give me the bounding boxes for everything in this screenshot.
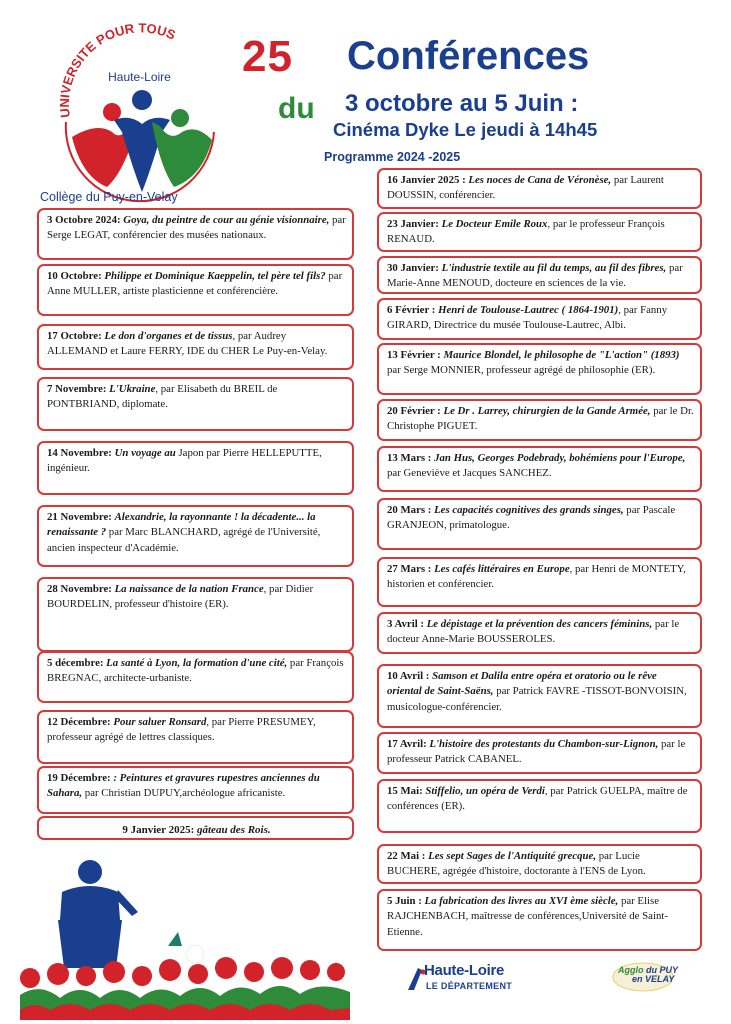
logo-graphic — [52, 22, 227, 212]
du-label: du — [278, 92, 315, 125]
event-date: 13 Février : — [387, 349, 441, 361]
event-speaker: par Christian DUPUY,archéologue africaniste. — [82, 787, 286, 800]
event-card — [377, 399, 702, 441]
event-speaker: par François BREGNAC, architecte-urbaniste. — [47, 657, 344, 685]
event-date: 20 Février : — [387, 405, 441, 417]
event-speaker: Japon par Pierre HELLEPUTTE, ingénieur. — [47, 447, 322, 475]
event-date: 17 Avril: — [387, 738, 427, 750]
event-title: Pour saluer Ronsard — [113, 716, 207, 728]
event-card — [377, 612, 702, 654]
event-date: 6 Février : — [387, 304, 436, 316]
event-card — [377, 732, 702, 774]
event-date: 30 Janvier: — [387, 262, 439, 274]
conference-count: 25 — [242, 32, 293, 81]
event-card — [37, 324, 354, 370]
event-title: Les cafés littéraires en Europe — [434, 563, 570, 575]
event-date: 17 Octobre: — [47, 330, 102, 342]
event-card — [37, 264, 354, 316]
event-date: 21 Novembre: — [47, 511, 112, 523]
event-card — [377, 343, 702, 395]
event-card — [37, 208, 354, 260]
event-title: L'industrie textile au fil du temps, au fil des fibres, — [441, 262, 667, 274]
event-card — [37, 577, 354, 652]
event-title: gâteau des Rois. — [197, 824, 271, 836]
event-speaker: , par Elisabeth du BREIL de PONTBRIAND, diplomate. — [47, 383, 278, 411]
event-card — [377, 446, 702, 492]
event-speaker: par le Dr. Christophe PIGUET. — [387, 405, 694, 433]
event-date: 22 Mai : — [387, 850, 426, 862]
audience-illustration — [20, 850, 350, 1020]
event-title: Les capacités cognitives des grands singes, — [434, 504, 624, 516]
event-speaker: par Marie-Anne MENOUD, docteure en sciences de la vie. — [387, 262, 683, 290]
event-date: 16 Janvier 2025 : — [387, 174, 466, 186]
event-title: Les noces de Cana de Véronèse, — [468, 174, 612, 186]
event-card — [377, 557, 702, 607]
event-title: Goya, du peintre de cour au génie visionnaire, — [123, 214, 330, 226]
event-speaker: , par Audrey ALLEMAND et Laure FERRY, IDE du CHER Le Puy-en-Velay. — [47, 330, 328, 358]
event-title: Le dépistage et la prévention des cancers féminins, — [426, 618, 653, 630]
event-speaker: par Elise RAJCHENBACH, maîtresse de conférences,Université de Saint-Etienne. — [387, 895, 668, 938]
event-card — [377, 844, 702, 884]
event-card — [377, 664, 702, 728]
programme-year: Programme 2024 -2025 — [324, 150, 461, 164]
event-speaker: par Serge LEGAT, conférencier des musées nationaux. — [47, 214, 346, 242]
logo-college-text: Collège du Puy-en-Velay — [40, 190, 178, 204]
event-speaker: par Geneviève et Jacques SANCHEZ. — [387, 467, 552, 480]
event-card — [377, 298, 702, 340]
event-date: 13 Mars : — [387, 452, 432, 464]
logo-arc-text: UNIVERSITE POUR TOUS — [56, 22, 178, 119]
event-speaker: , par Fanny GIRARD, Directrice du musée Toulouse-Lautrec, Albi. — [387, 304, 668, 332]
event-card — [37, 766, 354, 814]
agglo-line3: en VELAY — [632, 974, 675, 985]
event-card — [37, 816, 354, 840]
event-date: 15 Mai: — [387, 785, 423, 797]
event-card — [377, 168, 702, 209]
haute-loire-text: Haute-Loire — [424, 962, 505, 979]
event-date: 10 Octobre: — [47, 270, 102, 282]
event-title: Le Docteur Emile Roux — [441, 218, 548, 230]
event-title: Stiffelio, un opéra de Verdi — [425, 785, 545, 797]
event-speaker: par Patrick FAVRE -TISSOT-BONVOISIN, musicologue-conférencier. — [387, 685, 687, 713]
event-speaker: par Lucie BUCHERE, agrégée d'histoire, doctorante à l'ENS de Lyon. — [387, 850, 646, 878]
event-date: 3 Avril : — [387, 618, 424, 630]
event-speaker: , par Henri de MONTETY, historien et conférencier. — [387, 563, 686, 591]
event-title: Jan Hus, Georges Podebrady, bohémiens pour l'Europe, — [434, 452, 686, 464]
event-title: Henri de Toulouse-Lautrec ( 1864-1901) — [438, 304, 619, 316]
event-card — [37, 377, 354, 431]
event-date: 27 Mars : — [387, 563, 432, 575]
event-date: 20 Mars : — [387, 504, 432, 516]
event-title: Le don d'organes et de tissus — [104, 330, 233, 342]
event-speaker: par Serge MONNIER, professeur agrégé de philosophie (ER). — [387, 364, 656, 377]
event-speaker: , par Pierre PRESUMEY, professeur agrégé de lettres classiques. — [47, 716, 316, 744]
event-date: 10 Avril : — [387, 670, 430, 682]
event-date: 12 Décembre: — [47, 716, 111, 728]
event-title: L'histoire des protestants du Chambon-sur-Lignon, — [429, 738, 659, 750]
page-title: Conférences — [347, 34, 590, 78]
event-title: La fabrication des livres au XVI ème siècle, — [424, 895, 619, 907]
event-title: Maurice Blondel, le philosophe de "L'action" (1893) — [443, 349, 680, 361]
event-card — [37, 651, 354, 703]
event-speaker: , par le professeur François RENAUD. — [387, 218, 665, 246]
event-title: Samson et Dalila entre opéra et oratorio ou le rêve oriental de Saint-Saëns, — [387, 670, 657, 698]
event-title: Le Dr . Larrey, chirurgien de la Gande Armée, — [443, 405, 651, 417]
event-card — [37, 505, 354, 567]
event-title: La santé à Lyon, la formation d'une cité, — [106, 657, 288, 669]
event-title: Alexandrie, la rayonnante ! la décadente... la renaissante ? — [47, 511, 316, 539]
event-title: Philippe et Dominique Kaeppelin, tel père tel fils? — [104, 270, 326, 282]
event-speaker: , par Patrick GUELPA, maître de conférences (ER). — [387, 785, 688, 813]
event-card — [377, 212, 702, 252]
agglo-line2: du PUY — [646, 965, 679, 975]
universite-pour-tous-logo — [52, 22, 227, 212]
event-card — [37, 441, 354, 495]
date-range: 3 octobre au 5 Juin : — [345, 90, 579, 117]
event-date: 7 Novembre: — [47, 383, 107, 395]
event-card — [377, 889, 702, 951]
event-title: Les sept Sages de l'Antiquité grecque, — [428, 850, 597, 862]
event-speaker: par le docteur Anne-Marie BOUSSEROLES. — [387, 618, 680, 646]
agglo-puy-text — [618, 966, 678, 985]
event-title: Un voyage au — [114, 447, 176, 459]
logo-subtitle: Haute-Loire — [108, 70, 171, 84]
event-date: 14 Novembre: — [47, 447, 112, 459]
event-date: 19 Décembre: — [47, 772, 111, 784]
event-date: 5 décembre: — [47, 657, 104, 669]
event-card — [37, 710, 354, 764]
event-title: La naissance de la nation France — [114, 583, 264, 595]
event-date: 28 Novembre: — [47, 583, 112, 595]
event-speaker: par Laurent DOUSSIN, conférencier. — [387, 174, 664, 202]
event-title: : Peintures et gravures rupestres anciennes du Sahara, — [47, 772, 320, 800]
agglo-line1: Agglo — [618, 965, 644, 975]
event-speaker: par Marc BLANCHARD, agrégé de l'Université, ancien inspecteur d'Académie. — [47, 526, 321, 554]
event-speaker: par le professeur Patrick CABANEL. — [387, 738, 686, 766]
event-date: 9 Janvier 2025: — [122, 824, 195, 836]
event-date: 5 Juin : — [387, 895, 422, 907]
event-card — [377, 498, 702, 550]
event-card — [377, 779, 702, 833]
event-speaker: , par Didier BOURDELIN, professeur d'histoire (ER). — [47, 583, 314, 611]
event-card — [377, 256, 702, 294]
departement-text: LE DÉPARTEMENT — [426, 981, 513, 991]
event-speaker: par Anne MULLER, artiste plasticienne et conférencière. — [47, 270, 343, 298]
event-date: 23 Janvier: — [387, 218, 439, 230]
event-title: L'Ukraine — [109, 383, 156, 395]
event-date: 3 Octobre 2024: — [47, 214, 121, 226]
venue-time: Cinéma Dyke Le jeudi à 14h45 — [333, 119, 598, 140]
event-speaker: par Pascale GRANJEON, primatologue. — [387, 504, 676, 532]
